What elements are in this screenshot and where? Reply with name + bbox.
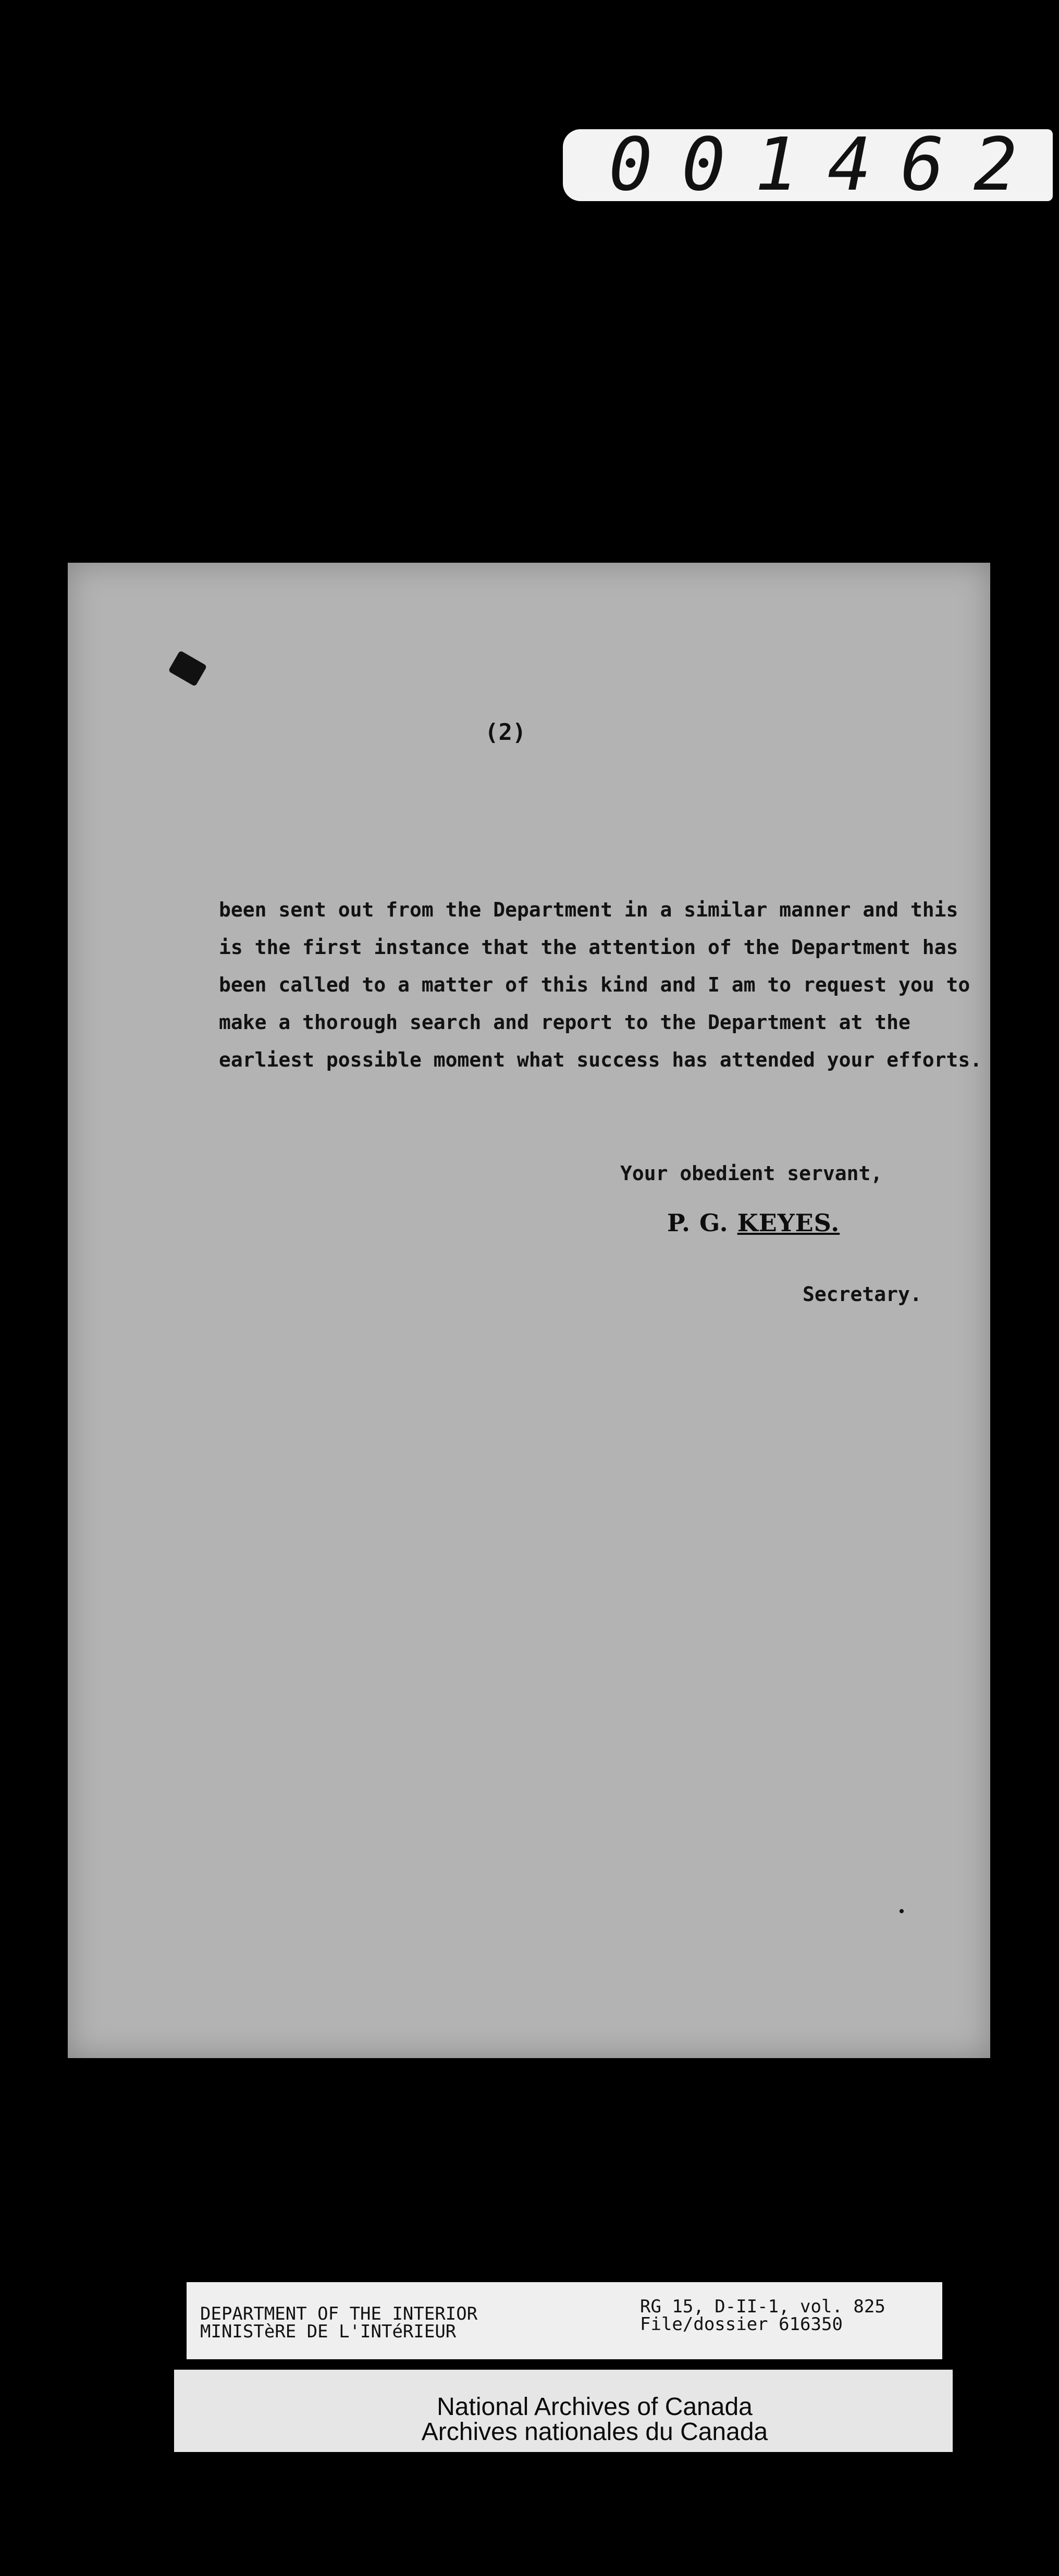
frame-digit: 4 — [827, 122, 872, 207]
archives-name-en: National Archives of Canada — [437, 2393, 753, 2421]
frame-digit: 1 — [754, 122, 799, 207]
record-group: RG 15, D-II-1, vol. 825 — [640, 2296, 885, 2317]
archives-banner — [174, 2370, 953, 2452]
signatory-title: Secretary. — [803, 1283, 922, 1306]
reference-block — [640, 2298, 885, 2333]
letter-page — [68, 563, 990, 2058]
archives-name-fr: Archives nationales du Canada — [421, 2418, 768, 2446]
signature — [667, 1209, 840, 1237]
body-line: is the first instance that the attention of the Department has — [219, 936, 958, 959]
signature-surname: KEYES. — [737, 1209, 840, 1237]
department-block — [200, 2305, 477, 2340]
body-line: make a thorough search and report to the Department at the — [219, 1011, 910, 1034]
body-line: been sent out from the Department in a similar manner and this — [219, 898, 958, 921]
letter-body — [219, 891, 982, 1079]
department-fr: MINISTèRE DE L'INTéRIEUR — [200, 2321, 457, 2342]
signature-initials: P. G. — [667, 1209, 729, 1237]
ink-dot — [900, 1909, 904, 1913]
archive-reference-label — [187, 2282, 942, 2359]
department-en: DEPARTMENT OF THE INTERIOR — [200, 2303, 478, 2324]
frame-number-label — [563, 122, 1053, 207]
page-number: (2) — [485, 719, 526, 746]
file-number: File/dossier 616350 — [640, 2314, 843, 2335]
body-line: earliest possible moment what success has attended your efforts. — [219, 1048, 982, 1071]
body-line: been called to a matter of this kind and I am to request you to — [219, 973, 970, 996]
frame-digit: 2 — [973, 122, 1018, 207]
frame-digit: 0 — [608, 122, 653, 207]
frame-digit: 6 — [900, 122, 945, 207]
frame-digit: 0 — [681, 122, 726, 207]
closing-salutation: Your obedient servant, — [620, 1162, 883, 1185]
staple-hole-icon — [168, 650, 207, 687]
